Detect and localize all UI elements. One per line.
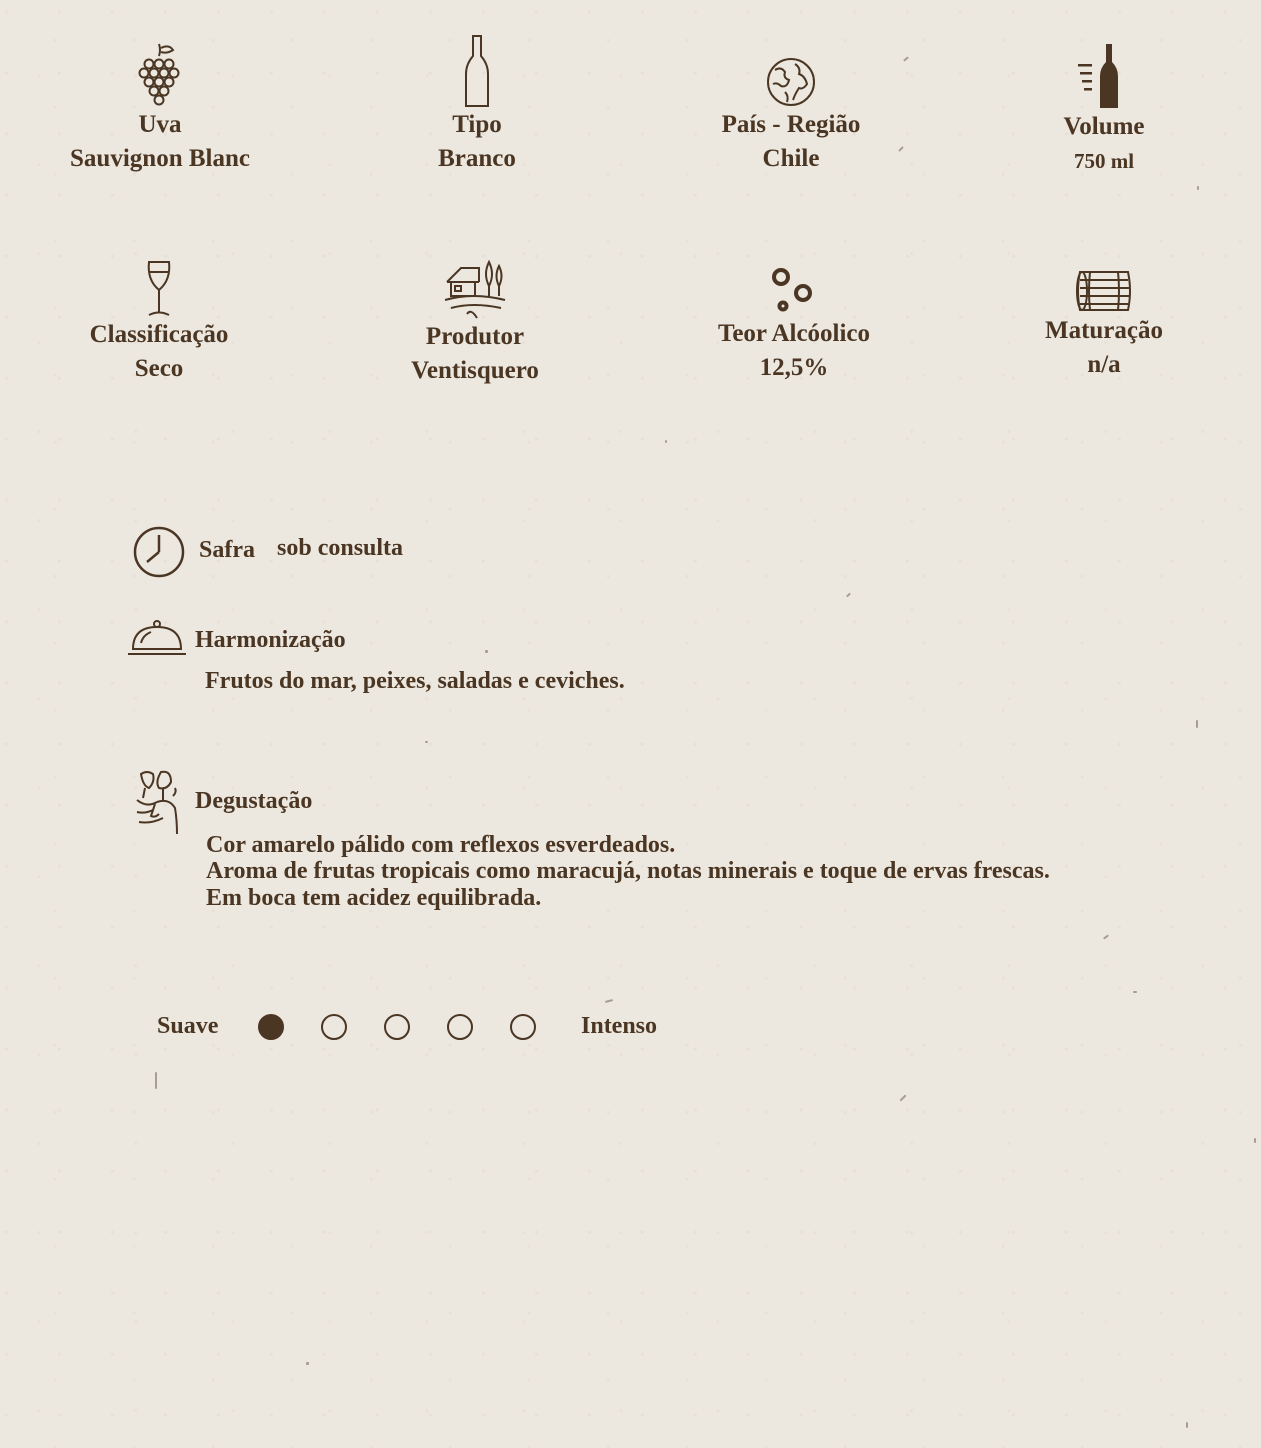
bubbles-icon: [769, 265, 819, 317]
attr-maturation: [984, 268, 1224, 382]
attr-value: Sauvignon Blanc: [70, 145, 250, 172]
wine-bottle-icon: [462, 34, 492, 108]
attr-classification: [39, 260, 279, 386]
clock-icon: [133, 526, 185, 578]
intensity-dot: [384, 1014, 410, 1040]
attr-label: Tipo: [452, 111, 502, 138]
attr-label: Teor Alcóolico: [717, 320, 871, 347]
safra-label: Safra: [199, 537, 255, 563]
attr-value: 750 ml: [1073, 149, 1135, 173]
barrel-icon: [1074, 268, 1134, 314]
attr-alcohol: [674, 265, 914, 385]
degustacao-line: Cor amarelo pálido com reflexos esverdeados.: [206, 832, 676, 858]
degustacao-label: Degustação: [195, 788, 313, 814]
safra-value: sob consulta: [277, 535, 404, 561]
attr-value: Branco: [438, 145, 516, 172]
attr-label: País - Região: [721, 111, 861, 138]
cloche-icon: [127, 619, 187, 657]
tasting-icon: [133, 768, 183, 836]
attr-country: [671, 56, 911, 176]
wine-glass-icon: [144, 260, 174, 318]
attr-producer: [355, 258, 595, 388]
attr-value: n/a: [1087, 351, 1121, 378]
attr-grape: [40, 42, 280, 176]
harmonizacao-label: Harmonização: [195, 627, 346, 653]
attr-label: Classificação: [89, 321, 229, 348]
intensity-max-label: Intenso: [581, 1013, 658, 1039]
attr-label: Maturação: [1044, 317, 1164, 344]
attr-value: 12,5%: [759, 354, 829, 381]
attr-label: Uva: [138, 111, 182, 138]
intensity-dot: [321, 1014, 347, 1040]
grape-icon: [135, 42, 185, 108]
intensity-dot: [447, 1014, 473, 1040]
globe-icon: [765, 56, 817, 108]
degustacao-line: Em boca tem acidez equilibrada.: [206, 885, 542, 911]
bottle-volume-icon: [1074, 42, 1134, 110]
attr-value: Ventisquero: [411, 357, 539, 384]
attr-label: Produtor: [425, 323, 525, 350]
attr-type: [357, 34, 597, 176]
attr-value: Seco: [134, 355, 184, 382]
degustacao-line: Aroma de frutas tropicais como maracujá, notas minerais e toque de ervas frescas.: [206, 858, 1050, 884]
attr-label: Volume: [1063, 113, 1145, 140]
attr-value: Chile: [762, 145, 820, 172]
intensity-min-label: Suave: [157, 1013, 219, 1039]
attr-volume: [984, 42, 1224, 178]
intensity-dot: [510, 1014, 536, 1040]
intensity-dot: [258, 1014, 284, 1040]
vineyard-icon: [443, 258, 507, 320]
harmonizacao-text: Frutos do mar, peixes, saladas e ceviches.: [205, 668, 625, 694]
